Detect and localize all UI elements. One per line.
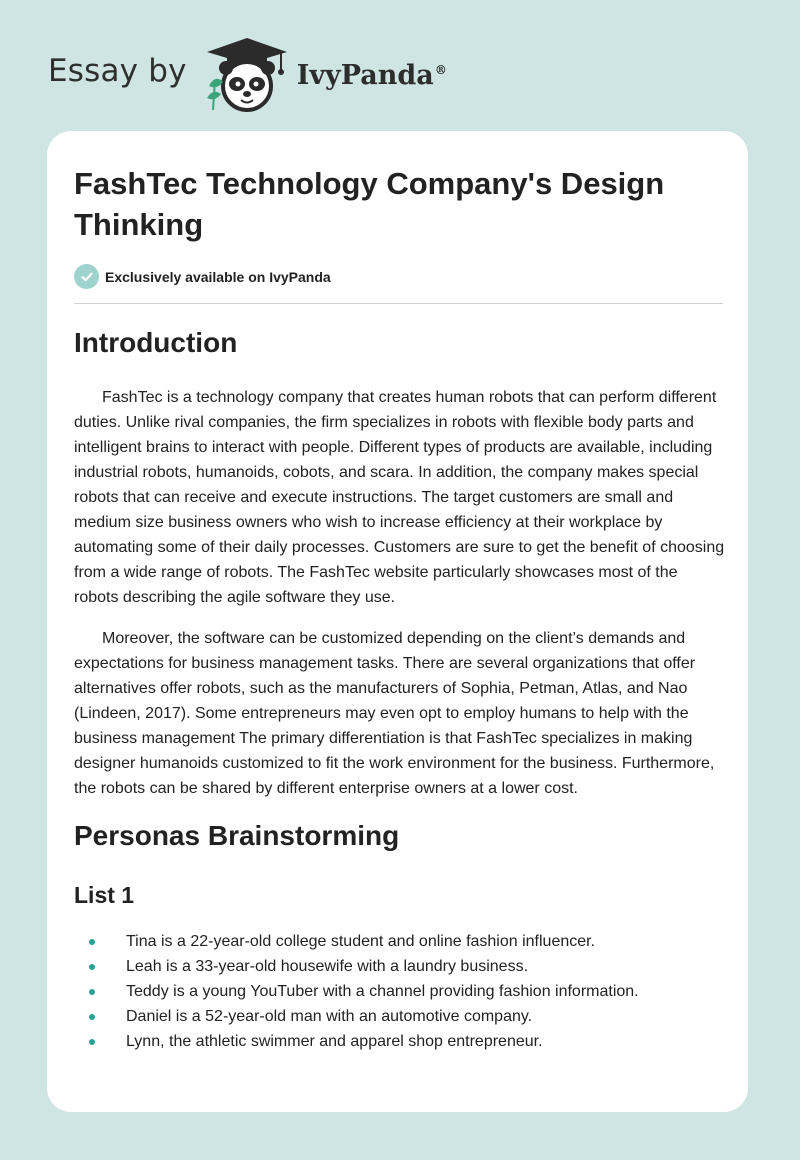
list-item bbox=[74, 954, 639, 979]
registered-mark: ® bbox=[434, 62, 447, 77]
list-item bbox=[74, 979, 639, 1004]
divider bbox=[74, 303, 723, 304]
list-item bbox=[74, 1004, 639, 1029]
list-item bbox=[74, 1029, 639, 1054]
paragraph: FashTec is a technology company that creates human robots that can perform different duties. Unlike rival companies, the firm specializes in robots with flexible body parts and intelligent brains to interact with people. Different types of products are available, including industrial robots, humanoids, cobots, and scara. In addition, the company makes special robots that can receive and execute instructions. The target customers are small and medium size business owners who wish to increase efficiency at their workplace by automating some of their daily processes. Customers are sure to get the benefit of choosing from a wide range of robots. The FashTec website particularly showcases most of the robots describing the agile software they use. bbox=[74, 389, 725, 606]
essay-card bbox=[47, 131, 748, 1112]
subheading-list-1: List 1 bbox=[74, 882, 135, 908]
brand-header[interactable] bbox=[48, 34, 447, 114]
persona-list bbox=[74, 929, 639, 1054]
list-item-text: Tina is a 22-year-old college student and online fashion influencer. bbox=[126, 933, 596, 950]
bullet-dot-icon bbox=[89, 1014, 95, 1020]
list-item-text: Teddy is a young YouTuber with a channel providing fashion information. bbox=[126, 983, 639, 1000]
list-item bbox=[74, 929, 639, 954]
list-item-text: Leah is a 33-year-old housewife with a laundry business. bbox=[126, 958, 529, 975]
bullet-dot-icon bbox=[89, 939, 95, 945]
exclusive-badge bbox=[74, 264, 331, 289]
paragraph: Moreover, the software can be customized depending on the client’s demands and expectations for business management tasks. There are several organizations that offer alternatives offer robots, such as the manufacturers of Sophia, Petman, Atlas, and Nao (Lindeen, 2017). Some entrepreneurs may even opt to employ humans to help with the business management The primary differentiation is that FashTec specializes in making designer humanoids customized to fit the work environment for the business. Furthermore, the robots can be shared by different enterprise owners at a lower cost. bbox=[74, 630, 715, 797]
brand-name: IvyPanda® bbox=[296, 59, 447, 91]
panda-graduate-icon bbox=[201, 34, 293, 114]
list-item-text: Lynn, the athletic swimmer and apparel shop entrepreneur. bbox=[126, 1033, 543, 1050]
brand-prefix: Essay by bbox=[48, 53, 187, 89]
exclusive-label: Exclusively available on IvyPanda bbox=[105, 268, 331, 285]
bullet-dot-icon bbox=[89, 1039, 95, 1045]
list-item-text: Daniel is a 52-year-old man with an automotive company. bbox=[126, 1008, 533, 1025]
section-heading-introduction: Introduction bbox=[74, 327, 238, 358]
page-title: FashTec Technology Company's Design Thinking bbox=[74, 166, 665, 242]
bullet-dot-icon bbox=[89, 989, 95, 995]
check-circle-icon bbox=[74, 264, 99, 289]
bullet-dot-icon bbox=[89, 964, 95, 970]
section-heading-personas: Personas Brainstorming bbox=[74, 820, 400, 851]
